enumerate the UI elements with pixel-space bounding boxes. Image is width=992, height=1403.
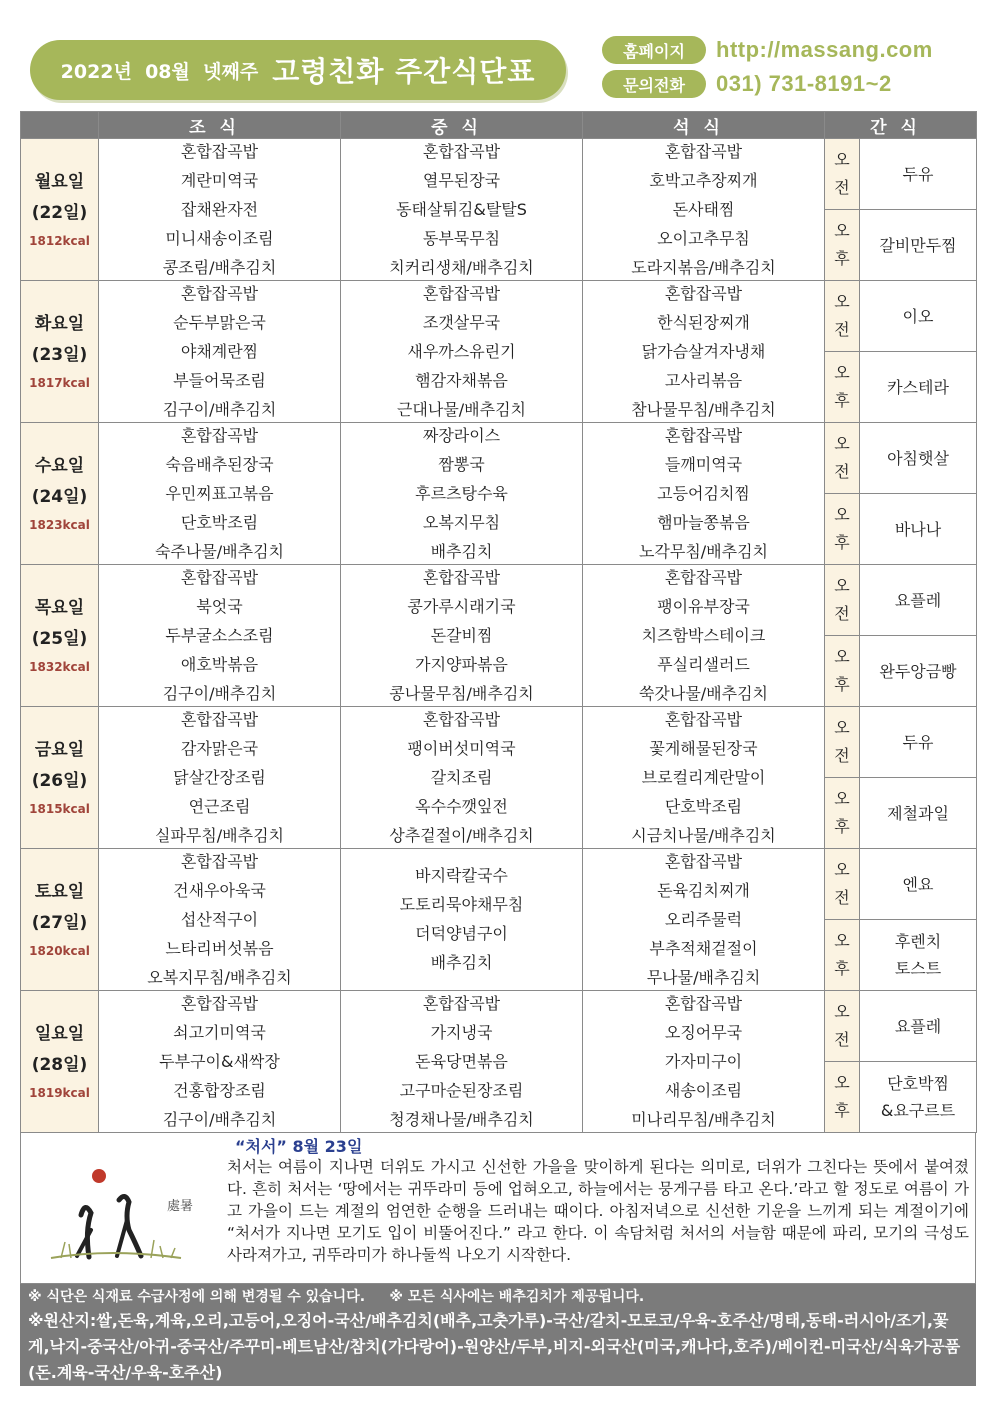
menu-item: 잡채완자전 — [180, 199, 259, 219]
period-char: 후 — [834, 817, 850, 836]
menu-body — [21, 139, 977, 1133]
menu-item: 혼합잡곡밥 — [180, 141, 259, 161]
breakfast-list — [99, 992, 340, 1132]
menu-item: 두부굴소스조림 — [165, 625, 274, 645]
menu-item: 시금치나물/배추김치 — [631, 825, 776, 845]
day-name: 토요일 — [34, 881, 85, 902]
lunch-cell — [341, 991, 583, 1133]
menu-item: 연근조림 — [188, 796, 251, 816]
menu-item: 혼합잡곡밥 — [180, 993, 259, 1013]
menu-item: 닭살간장조림 — [173, 767, 266, 787]
period-char: 전 — [834, 746, 850, 765]
dinner-cell — [583, 565, 825, 707]
menu-item: 혼합잡곡밥 — [422, 283, 501, 303]
period-char: 오 — [834, 860, 850, 879]
weekly-menu-table — [20, 111, 977, 1133]
menu-item: 가자미구이 — [664, 1051, 743, 1071]
header-lunch: 중식 — [341, 112, 583, 139]
menu-item: 푸실리샐러드 — [657, 654, 750, 674]
period-char: 오 — [834, 292, 850, 311]
period-char: 오 — [834, 150, 850, 169]
day-name: 금요일 — [34, 739, 85, 760]
lunch-list — [341, 282, 582, 422]
period-char: 오 — [834, 931, 850, 950]
menu-change-notice: ※ 식단은 식재료 수급사정에 의해 변경될 수 있습니다. ※ 모든 식사에는 배추김치가 제공됩니다. — [28, 1289, 645, 1305]
breakfast-cell — [99, 565, 341, 707]
menu-item: 우민찌표고볶음 — [165, 483, 274, 503]
day-row-top — [21, 565, 977, 636]
menu-item: 배추김치 — [430, 953, 493, 972]
menu-item: 오리주물럭 — [664, 909, 743, 929]
dinner-list — [583, 282, 824, 422]
period-am — [825, 139, 860, 210]
snack-item: 요플레 — [894, 1016, 942, 1036]
menu-item: 김구이/배추김치 — [162, 683, 277, 703]
period-pm — [825, 920, 860, 991]
menu-item: 순두부맑은국 — [173, 312, 266, 332]
phone-row — [602, 70, 892, 98]
menu-item: 혼합잡곡밥 — [664, 709, 743, 729]
menu-item: 열무된장국 — [422, 170, 501, 190]
menu-item: 동태살튀김&탈탈S — [396, 199, 527, 219]
title-banner — [30, 40, 566, 100]
period-char: 오 — [834, 647, 850, 666]
menu-item: 가지냉국 — [430, 1022, 493, 1042]
menu-item: 북엇국 — [196, 596, 243, 616]
day-date: (27일) — [31, 912, 88, 933]
menu-item: 팽이유부장국 — [657, 596, 750, 616]
day-name: 목요일 — [34, 597, 85, 618]
menu-item: 콩가루시래기국 — [407, 596, 516, 616]
menu-item: 숙주나물/배추김치 — [154, 541, 285, 561]
period-am — [825, 423, 860, 494]
menu-item: 섭산적구이 — [180, 909, 259, 929]
menu-item: 팽이버섯미역국 — [407, 738, 516, 758]
day-cell — [21, 565, 99, 707]
period-char: 후 — [834, 959, 850, 978]
menu-item: 혼합잡곡밥 — [422, 141, 501, 161]
menu-item: 동부묵무침 — [422, 228, 501, 248]
lunch-list — [341, 992, 582, 1132]
day-row-top — [21, 139, 977, 210]
snack-pm — [860, 778, 977, 849]
snack-pm — [860, 636, 977, 707]
day-name: 일요일 — [34, 1023, 85, 1044]
day-date: (24일) — [31, 486, 88, 507]
page-title: 고령친화 주간식단표 — [272, 55, 536, 88]
menu-item: 근대나물/배추김치 — [396, 399, 527, 419]
footer-notes — [20, 1284, 976, 1386]
snack-am — [860, 707, 977, 778]
day-cell — [21, 849, 99, 991]
menu-item: 혼합잡곡밥 — [664, 993, 743, 1013]
breakfast-cell — [99, 991, 341, 1133]
menu-item: 노각무침/배추김치 — [638, 541, 769, 561]
snack-item: 아침햇살 — [887, 448, 949, 468]
period-char: 오 — [834, 718, 850, 737]
menu-item: 돈사태찜 — [672, 199, 735, 219]
breakfast-cell — [99, 707, 341, 849]
lunch-list — [341, 850, 582, 990]
dinner-cell — [583, 139, 825, 281]
breakfast-list — [99, 566, 340, 706]
period-pm — [825, 1062, 860, 1133]
day-cell — [21, 991, 99, 1133]
day-row-top — [21, 991, 977, 1062]
snack-pm — [860, 494, 977, 565]
period-char: 오 — [834, 576, 850, 595]
snack-item: 토스트 — [894, 959, 942, 978]
day-row-top — [21, 281, 977, 352]
dinner-cell — [583, 707, 825, 849]
menu-item: 오이고추무침 — [657, 228, 750, 248]
lunch-cell — [341, 281, 583, 423]
snack-pm — [860, 920, 977, 991]
menu-item: 짬뽕국 — [438, 454, 485, 474]
snack-am — [860, 281, 977, 352]
lunch-cell — [341, 565, 583, 707]
menu-item: 바지락칼국수 — [415, 866, 508, 885]
breakfast-list — [99, 424, 340, 564]
menu-item: 계란미역국 — [180, 170, 259, 190]
breakfast-cell — [99, 281, 341, 423]
article-body: 처서는 여름이 지나면 더위도 가시고 신선한 가을을 맞이하게 된다는 의미로, 더위가 그친다는 뜻에서 붙여졌다. 흔히 처서는 ‘땅에서는 귀뚜라미 등에 업혀오고, 하늘에서는 뭉게구름 타고 온다.’라고 할 정도로 여름이 가고 가을이 드는 계절의 엄연한 순행을 드러내는 때이다. 아침저녁으로 신선한 기운을 느끼게 되는 계절이기에 “처서가 지나면 모기도 입이 비뚤어진다.” 라고 한다. 이 속담처럼 처서의 서늘함 때문에 파리, 모기의 극성도 사라져가고, 귀뚜라미가 하나둘씩 나오기 시작한다. — [227, 1158, 969, 1264]
day-name: 화요일 — [34, 313, 85, 334]
lunch-list — [341, 566, 582, 706]
day-cell — [21, 281, 99, 423]
article-title: “처서” 8월 23일 — [235, 1137, 363, 1156]
snack-am — [860, 991, 977, 1062]
snack-am — [860, 139, 977, 210]
day-kcal: 1817kcal — [29, 375, 90, 390]
menu-item: 오복지무침/배추김치 — [147, 967, 292, 987]
period-char: 후 — [834, 249, 850, 268]
origin-statement: ※원산지:쌀,돈육,계육,오리,고등어,오징어-국산/배추김치(배추,고춧가루)-국산/갈치-모로코/우육-호주산/명태,동태-러시아/조기,꽃게,낙지-중국산/아귀-중국산/주꾸미-베트남산/참치(가다랑어)-원양산/두부,비지-외국산(미국,캐나다,호주)/베이컨-미국산/식육가공품(돈.계육-국산/우육-호주산) — [28, 1311, 961, 1382]
image-caption: 處暑 — [167, 1199, 194, 1214]
menu-item: 느타리버섯볶음 — [165, 938, 274, 958]
menu-item: 청경채나물/배추김치 — [389, 1109, 534, 1129]
menu-item: 참나물무침/배추김치 — [631, 399, 776, 419]
day-kcal: 1819kcal — [29, 1085, 90, 1100]
menu-item: 부들어묵조림 — [173, 370, 266, 390]
menu-item: 혼합잡곡밥 — [664, 283, 743, 303]
homepage-row — [602, 36, 933, 64]
period-char: 전 — [834, 320, 850, 339]
menu-item: 건새우아욱국 — [173, 880, 266, 900]
period-am — [825, 565, 860, 636]
breakfast-cell — [99, 849, 341, 991]
period-char: 후 — [834, 391, 850, 410]
menu-item: 혼합잡곡밥 — [422, 567, 501, 587]
menu-item: 새송이조림 — [664, 1080, 743, 1100]
menu-item: 미나리무침/배추김치 — [631, 1109, 776, 1129]
dinner-cell — [583, 991, 825, 1133]
period-char: 오 — [834, 1002, 850, 1021]
menu-item: 햄마늘쫑볶음 — [657, 512, 750, 532]
cheoseo-illustration — [31, 1160, 211, 1280]
snack-item: 두유 — [902, 164, 934, 184]
header-breakfast: 조식 — [99, 112, 341, 139]
lunch-cell — [341, 139, 583, 281]
day-kcal: 1823kcal — [29, 517, 90, 532]
menu-item: 오복지무침 — [422, 512, 501, 532]
menu-item: 상추겉절이/배추김치 — [389, 825, 534, 845]
menu-item: 혼합잡곡밥 — [180, 709, 259, 729]
menu-item: 닭가슴살겨자냉채 — [641, 341, 766, 361]
menu-item: 돈육당면볶음 — [415, 1051, 508, 1071]
period-char: 오 — [834, 505, 850, 524]
day-name: 수요일 — [34, 455, 85, 476]
header-dinner: 석식 — [583, 112, 825, 139]
menu-item: 치즈함박스테이크 — [641, 625, 766, 645]
snack-item: 완두앙금빵 — [879, 661, 957, 681]
snack-am — [860, 423, 977, 494]
day-cell — [21, 139, 99, 281]
snack-am — [860, 565, 977, 636]
menu-item: 콩나물무침/배추김치 — [389, 683, 534, 703]
menu-item: 김구이/배추김치 — [162, 1109, 277, 1129]
period-char: 오 — [834, 789, 850, 808]
day-date: (22일) — [31, 202, 88, 223]
menu-item: 혼합잡곡밥 — [422, 709, 501, 729]
lunch-list — [341, 708, 582, 848]
breakfast-list — [99, 850, 340, 990]
dinner-cell — [583, 423, 825, 565]
dinner-list — [583, 140, 824, 280]
period-char: 전 — [834, 604, 850, 623]
period-char: 전 — [834, 1030, 850, 1049]
menu-item: 햄감자채볶음 — [415, 370, 508, 390]
menu-item: 오징어무국 — [664, 1022, 743, 1042]
period-char: 후 — [834, 533, 850, 552]
menu-item: 감자맑은국 — [180, 738, 259, 758]
day-cell — [21, 707, 99, 849]
homepage-link[interactable]: http://massang.com — [716, 37, 933, 62]
menu-item: 꽃게해물된장국 — [649, 738, 758, 758]
period-pm — [825, 494, 860, 565]
day-row-top — [21, 707, 977, 778]
menu-item: 짜장라이스 — [422, 425, 501, 445]
menu-item: 미니새송이조림 — [165, 228, 274, 248]
day-kcal: 1820kcal — [29, 943, 90, 958]
menu-item: 옥수수깻잎전 — [415, 796, 508, 816]
period-pm — [825, 636, 860, 707]
menu-item: 실파무침/배추김치 — [154, 825, 285, 845]
day-date: (28일) — [31, 1054, 88, 1075]
menu-item: 쑥갓나물/배추김치 — [638, 683, 769, 703]
header-snack: 간식 — [825, 112, 977, 139]
menu-item: 한식된장찌개 — [657, 312, 750, 332]
breakfast-cell — [99, 139, 341, 281]
menu-item: 야채계란찜 — [180, 341, 259, 361]
menu-item: 혼합잡곡밥 — [180, 425, 259, 445]
breakfast-cell — [99, 423, 341, 565]
menu-item: 김구이/배추김치 — [162, 399, 277, 419]
menu-item: 부추적채겉절이 — [649, 938, 758, 958]
lunch-cell — [341, 849, 583, 991]
day-kcal: 1832kcal — [29, 659, 90, 674]
snack-item: 후렌치 — [894, 932, 942, 951]
period-char: 전 — [834, 462, 850, 481]
menu-item: 건홍합장조림 — [173, 1080, 266, 1100]
menu-item: 단호박조림 — [664, 796, 743, 816]
dinner-list — [583, 850, 824, 990]
period-char: 전 — [834, 888, 850, 907]
menu-item: 도토리묵야채무침 — [399, 895, 524, 914]
menu-item: 혼합잡곡밥 — [422, 993, 501, 1013]
snack-item: &요구르트 — [880, 1101, 956, 1120]
period-char: 오 — [834, 221, 850, 240]
breakfast-list — [99, 282, 340, 422]
period-am — [825, 991, 860, 1062]
snack-item: 갈비만두찜 — [879, 235, 957, 255]
menu-item: 혼합잡곡밥 — [180, 851, 259, 871]
menu-item: 쇠고기미역국 — [173, 1022, 266, 1042]
day-row-top — [21, 423, 977, 494]
menu-item: 고구마순된장조림 — [399, 1080, 524, 1100]
snack-pm — [860, 1062, 977, 1133]
lunch-list — [341, 424, 582, 564]
menu-item: 숙음배추된장국 — [165, 454, 274, 474]
menu-item: 두부구이&새싹장 — [159, 1051, 280, 1071]
day-cell — [21, 423, 99, 565]
menu-item: 돈갈비찜 — [430, 625, 493, 645]
snack-am — [860, 849, 977, 920]
period-char: 후 — [834, 675, 850, 694]
phone-number: 031) 731-8191~2 — [716, 71, 892, 96]
dinner-cell — [583, 849, 825, 991]
seasonal-article — [20, 1132, 976, 1284]
menu-item: 혼합잡곡밥 — [664, 425, 743, 445]
snack-pm — [860, 210, 977, 281]
snack-item: 두유 — [902, 732, 934, 752]
period-am — [825, 707, 860, 778]
menu-item: 무나물/배추김치 — [646, 967, 761, 987]
menu-item: 호박고추장찌개 — [649, 170, 758, 190]
lunch-list — [341, 140, 582, 280]
menu-item: 혼합잡곡밥 — [664, 567, 743, 587]
day-row-top — [21, 849, 977, 920]
snack-item: 제철과일 — [887, 803, 949, 823]
dinner-list — [583, 424, 824, 564]
menu-item: 배추김치 — [430, 541, 493, 561]
snack-item: 카스테라 — [887, 377, 949, 397]
menu-item: 혼합잡곡밥 — [664, 141, 743, 161]
menu-item: 들깨미역국 — [664, 454, 743, 474]
day-kcal: 1815kcal — [29, 801, 90, 816]
header-day-corner — [21, 112, 99, 139]
menu-item: 갈치조림 — [430, 767, 493, 787]
menu-item: 애호박볶음 — [180, 654, 259, 674]
period-am — [825, 281, 860, 352]
snack-item: 단호박찜 — [887, 1074, 949, 1093]
menu-item: 혼합잡곡밥 — [664, 851, 743, 871]
menu-item: 고등어김치찜 — [657, 483, 750, 503]
dinner-list — [583, 566, 824, 706]
lunch-cell — [341, 423, 583, 565]
period-pm — [825, 778, 860, 849]
snack-item: 이오 — [902, 306, 934, 326]
dinner-list — [583, 708, 824, 848]
period-char: 오 — [834, 363, 850, 382]
day-date: (26일) — [31, 770, 88, 791]
snack-pm — [860, 352, 977, 423]
menu-item: 후르츠탕수육 — [415, 483, 508, 503]
snack-item: 바나나 — [894, 519, 942, 539]
menu-item: 도라지볶음/배추김치 — [631, 257, 776, 277]
menu-item: 돈육김치찌개 — [657, 880, 750, 900]
menu-item: 조갯살무국 — [422, 312, 501, 332]
menu-item: 새우까스유린기 — [407, 341, 516, 361]
period-char: 오 — [834, 434, 850, 453]
day-date: (23일) — [31, 344, 88, 365]
menu-item: 가지양파볶음 — [415, 654, 508, 674]
dinner-cell — [583, 281, 825, 423]
lunch-cell — [341, 707, 583, 849]
breakfast-list — [99, 140, 340, 280]
day-name: 월요일 — [34, 171, 85, 192]
menu-item: 고사리볶음 — [664, 370, 743, 390]
homepage-label: 홈페이지 — [602, 36, 706, 64]
period-pm — [825, 210, 860, 281]
day-kcal: 1812kcal — [29, 233, 90, 248]
menu-item: 혼합잡곡밥 — [180, 567, 259, 587]
menu-item: 치커리생채/배추김치 — [389, 257, 534, 277]
week-label: 2022년 08월 넷째주 — [60, 60, 259, 83]
snack-item: 요플레 — [894, 590, 942, 610]
menu-item: 단호박조림 — [180, 512, 259, 532]
menu-item: 콩조림/배추김치 — [162, 257, 277, 277]
day-date: (25일) — [31, 628, 88, 649]
menu-item: 혼합잡곡밥 — [180, 283, 259, 303]
period-char: 후 — [834, 1101, 850, 1120]
period-am — [825, 849, 860, 920]
period-pm — [825, 352, 860, 423]
menu-item: 더덕양념구이 — [415, 924, 508, 943]
phone-label: 문의전화 — [602, 70, 706, 98]
breakfast-list — [99, 708, 340, 848]
menu-item: 브로컬리계란말이 — [641, 767, 766, 787]
period-char: 전 — [834, 178, 850, 197]
snack-item: 엔요 — [902, 874, 934, 894]
dinner-list — [583, 992, 824, 1132]
table-header-row — [21, 112, 977, 139]
period-char: 오 — [834, 1073, 850, 1092]
